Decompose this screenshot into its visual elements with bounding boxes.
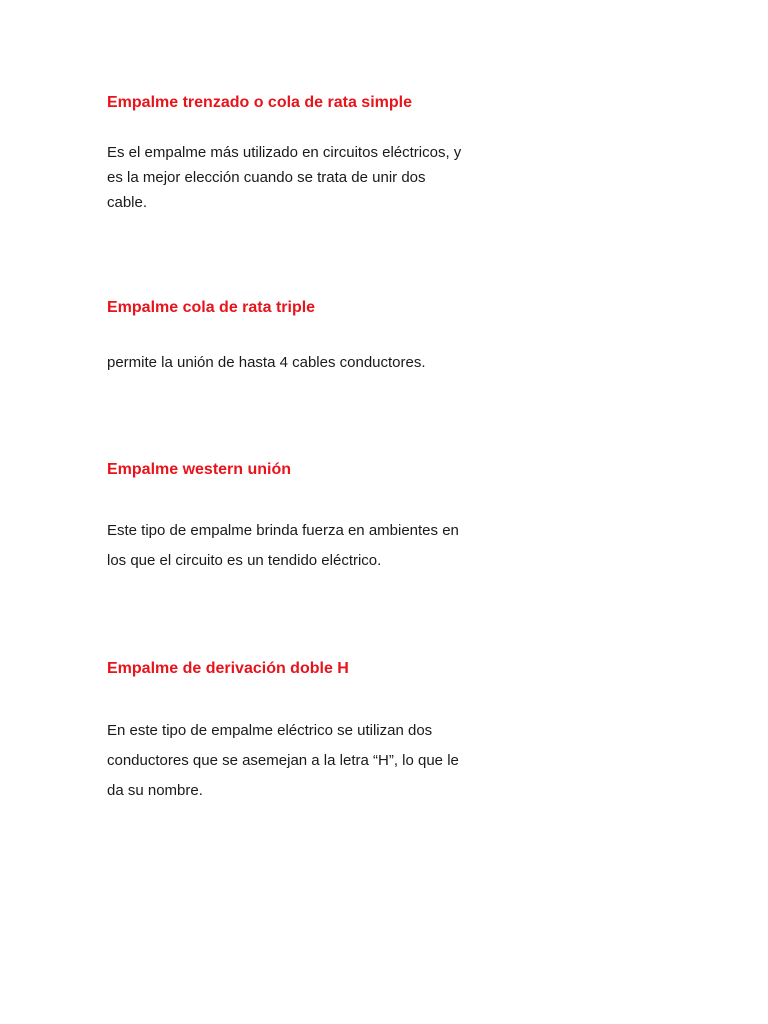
body-line: Es el empalme más utilizado en circuitos eléctricos, y bbox=[107, 144, 462, 161]
section-title-derivacion-doble-h: Empalme de derivación doble H bbox=[107, 660, 349, 677]
section-body-derivacion-doble-h bbox=[107, 716, 459, 806]
body-line: Este tipo de empalme brinda fuerza en ambientes en bbox=[107, 522, 459, 539]
section-body-cola-de-rata-triple bbox=[107, 350, 426, 375]
body-line: conductores que se asemejan a la letra “H”, lo que le bbox=[107, 752, 459, 769]
section-body-western-union bbox=[107, 516, 459, 576]
body-line: permite la unión de hasta 4 cables conductores. bbox=[107, 354, 426, 371]
body-line: da su nombre. bbox=[107, 782, 203, 799]
section-title-cola-de-rata-triple: Empalme cola de rata triple bbox=[107, 299, 316, 316]
section-title-trenzado: Empalme trenzado o cola de rata simple bbox=[107, 94, 412, 111]
section-body-trenzado bbox=[107, 140, 461, 215]
body-line: En este tipo de empalme eléctrico se utilizan dos bbox=[107, 722, 433, 739]
body-line: los que el circuito es un tendido eléctrico. bbox=[107, 552, 382, 569]
section-title-western-union: Empalme western unión bbox=[107, 461, 292, 478]
body-line: es la mejor elección cuando se trata de unir dos bbox=[107, 169, 426, 186]
body-line: cable. bbox=[107, 194, 148, 211]
